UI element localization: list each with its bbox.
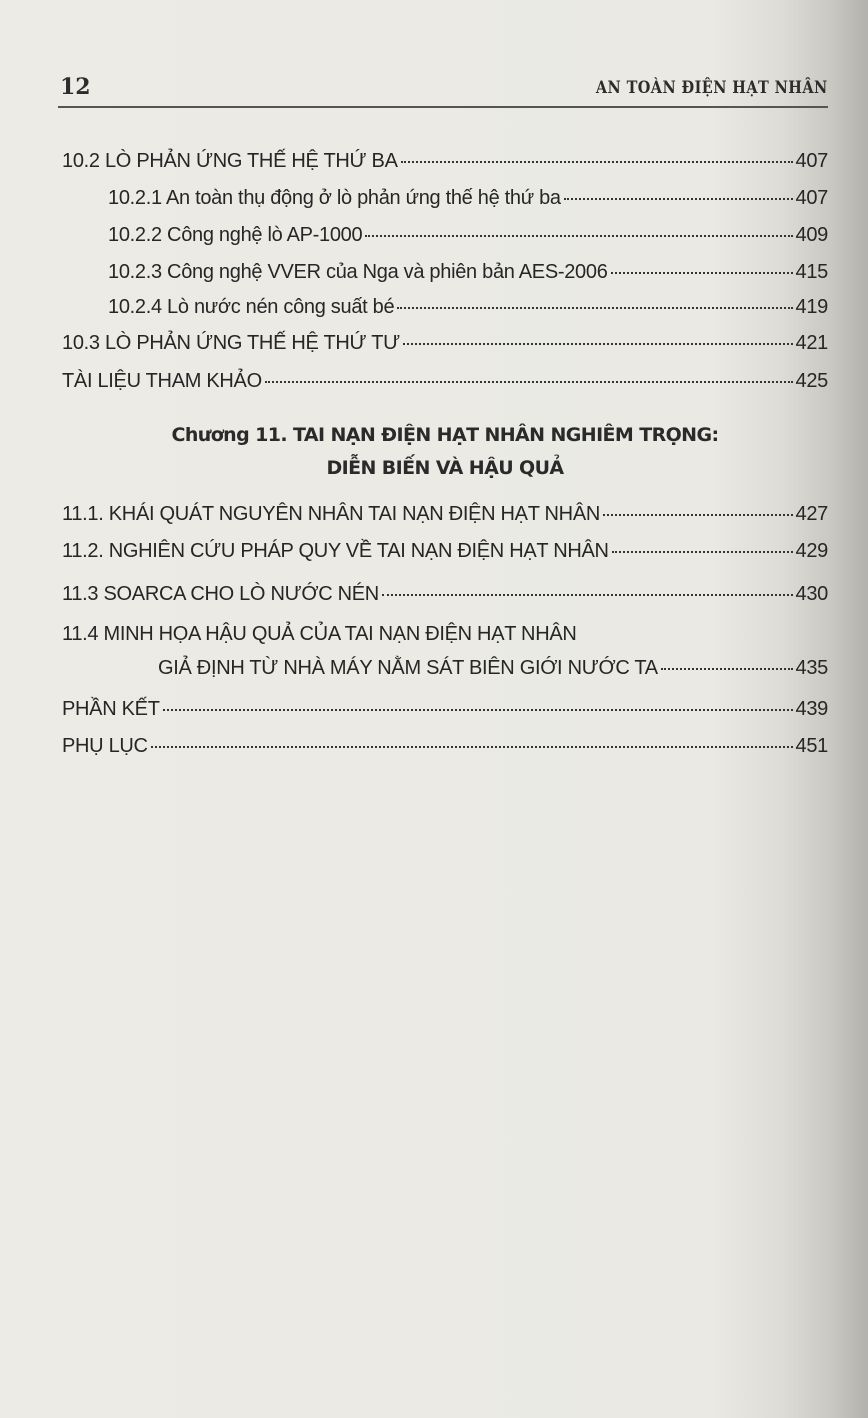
chapter-title: Chương 11. TAI NẠN ĐIỆN HẠT NHÂN NGHIÊM TRỌNG: xyxy=(171,424,719,446)
toc-entry: TÀI LIỆU THAM KHẢO 425 xyxy=(62,370,828,392)
dot-leader xyxy=(397,307,792,309)
dot-leader xyxy=(661,668,793,670)
toc-entry: PHẦN KẾT 439 xyxy=(62,698,828,720)
page-number: 12 xyxy=(60,74,91,100)
dot-leader xyxy=(611,272,793,274)
toc-entry-first-line: 11.4 MINH HỌA HẬU QUẢ CỦA TAI NẠN ĐIỆN HẠT NHÂN xyxy=(62,623,577,645)
dot-leader xyxy=(401,161,793,163)
dot-leader xyxy=(564,198,793,200)
dot-leader xyxy=(603,514,793,516)
dot-leader xyxy=(382,594,793,596)
running-header xyxy=(58,72,828,108)
toc-entry: 11.2. NGHIÊN CỨU PHÁP QUY VỀ TAI NẠN ĐIỆN HẠT NHÂN 429 xyxy=(62,540,828,562)
chapter-subtitle: DIỄN BIẾN VÀ HẬU QUẢ xyxy=(326,457,564,479)
dot-leader xyxy=(403,343,793,345)
toc-entry: 10.2.1 An toàn thụ động ở lò phản ứng thế hệ thứ ba 407 xyxy=(108,187,828,209)
toc-entry: 11.1. KHÁI QUÁT NGUYÊN NHÂN TAI NẠN ĐIỆN HẠT NHÂN 427 xyxy=(62,503,828,525)
toc-entry-continuation: GIẢ ĐỊNH TỪ NHÀ MÁY NẰM SÁT BIÊN GIỚI NƯỚC TA 435 xyxy=(158,657,828,679)
toc-entry: 10.2.4 Lò nước nén công suất bé 419 xyxy=(108,296,828,318)
toc-entry: 11.3 SOARCA CHO LÒ NƯỚC NÉN 430 xyxy=(62,583,828,605)
toc-entry: 10.2 LÒ PHẢN ỨNG THẾ HỆ THỨ BA 407 xyxy=(62,150,828,172)
dot-leader xyxy=(365,235,792,237)
toc-entry: 10.3 LÒ PHẢN ỨNG THẾ HỆ THỨ TƯ 421 xyxy=(62,332,828,354)
toc-entry: 10.2.3 Công nghệ VVER của Nga và phiên bản AES-2006 415 xyxy=(108,261,828,283)
toc-entry: 10.2.2 Công nghệ lò AP-1000 409 xyxy=(108,224,828,246)
dot-leader xyxy=(163,709,793,711)
dot-leader xyxy=(612,551,793,553)
dot-leader xyxy=(151,746,793,748)
running-title: AN TOÀN ĐIỆN HẠT NHÂN xyxy=(596,78,828,98)
toc-entry: PHỤ LỤC 451 xyxy=(62,735,828,757)
dot-leader xyxy=(265,381,793,383)
